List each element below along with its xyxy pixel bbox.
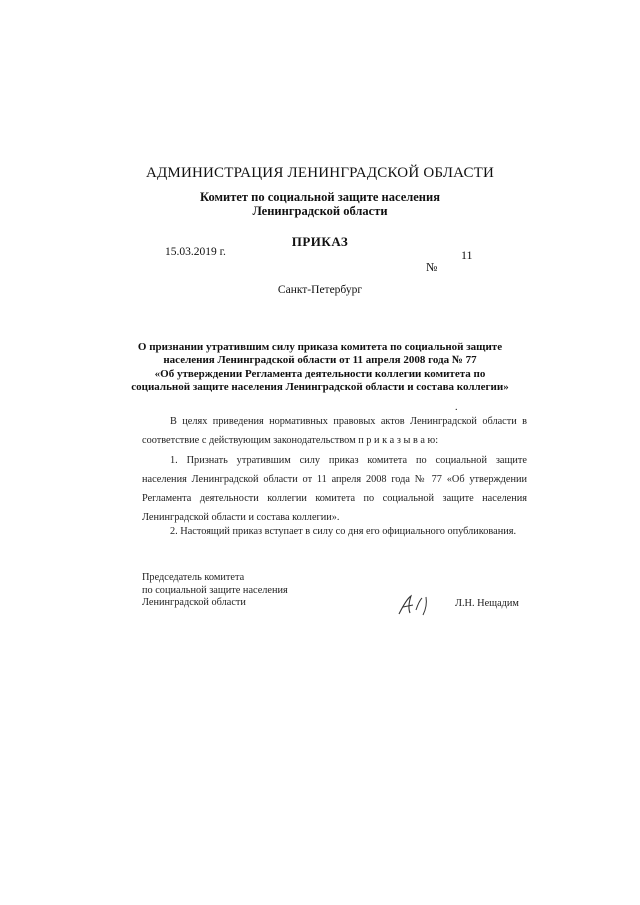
handwritten-signature	[396, 592, 438, 623]
item-1-line: Ленинградской области и состава коллегии».	[142, 512, 340, 523]
subject-line: «Об утверждении Регламента деятельности коллегии комитета по	[154, 367, 486, 380]
signer-position-line: Ленинградской области	[142, 597, 246, 608]
order-number-sign: №	[426, 260, 438, 274]
signer-position-line: по социальной защите населения	[142, 584, 288, 596]
item-1-paragraph	[142, 451, 527, 527]
signer-position-line: Председатель комитета	[142, 572, 245, 583]
city: Санкт-Петербург	[277, 284, 363, 296]
order-date: 15.03.2019 г.	[165, 246, 226, 258]
committee-name	[0, 190, 640, 218]
committee-name-line1: Комитет по социальной защите населения	[200, 190, 440, 204]
order-number: 11	[461, 248, 473, 262]
intro-line: В целях приведения нормативных правовых актов Ленинградской области в	[170, 416, 527, 427]
subject-line: населения Ленинградской области от 11 апреля 2008 года № 77	[163, 354, 477, 367]
order-subject	[0, 341, 640, 394]
signer-name: Л.Н. Нещадим	[455, 598, 519, 609]
committee-name-line2: Ленинградской области	[252, 204, 388, 218]
intro-line: соответствие с действующим законодательством п р и к а з ы в а ю:	[142, 435, 439, 446]
intro-paragraph	[142, 412, 527, 450]
item-2-line: 2. Настоящий приказ вступает в силу со дня его официального опубликования.	[170, 526, 517, 537]
item-1-line: населения Ленинградской области от 11 апреля 2008 года № 77 «Об утверждении	[142, 474, 527, 485]
administration-title: АДМИНИСТРАЦИЯ ЛЕНИНГРАДСКОЙ ОБЛАСТИ	[145, 165, 495, 181]
order-title: ПРИКАЗ	[291, 234, 349, 249]
item-1-line: Регламента деятельности коллегии комитета по социальной защите населения	[142, 493, 527, 504]
item-2-paragraph	[142, 522, 527, 541]
subject-line: социальной защите населения Ленинградской области и состава коллегии»	[131, 380, 509, 393]
dot-mark: .	[455, 402, 458, 413]
subject-line: О признании утратившим силу приказа комитета по социальной защите	[137, 341, 503, 353]
signer-position	[142, 572, 288, 610]
item-1-line: 1. Признать утратившим силу приказ комитета по социальной защите	[170, 455, 527, 466]
